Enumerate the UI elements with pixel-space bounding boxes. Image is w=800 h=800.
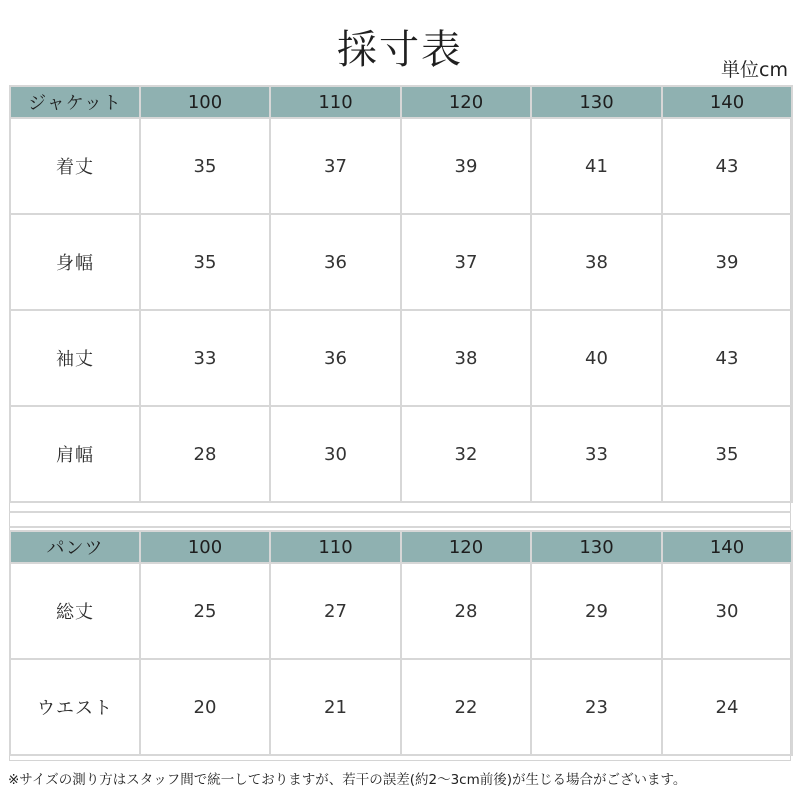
page-title: 採寸表 <box>337 27 463 73</box>
jacket-header-row <box>10 86 792 118</box>
table-cell: 39 <box>401 118 531 214</box>
table-cell: 43 <box>662 310 792 406</box>
table-cell: 37 <box>270 118 401 214</box>
jacket-size-table <box>9 85 793 503</box>
table-row <box>10 406 792 502</box>
footnote: ※サイズの測り方はスタッフ間で統一しておりますが、若干の誤差(約2～3cm前後)が生じる場合がございます。 <box>8 772 687 788</box>
row-label: 肩幅 <box>10 406 140 502</box>
row-label: 着丈 <box>10 118 140 214</box>
table-cell: 36 <box>270 310 401 406</box>
table-cell: 43 <box>662 118 792 214</box>
table-cell: 38 <box>401 310 531 406</box>
size-header-100: 100 <box>140 86 270 118</box>
table-cell: 28 <box>140 406 270 502</box>
size-header-120: 120 <box>401 86 531 118</box>
table-cell: 36 <box>270 214 401 310</box>
table-row <box>10 310 792 406</box>
row-label: 総丈 <box>10 563 140 659</box>
row-label: ウエスト <box>10 659 140 755</box>
table-cell: 39 <box>662 214 792 310</box>
size-header-140: 140 <box>662 86 792 118</box>
table-cell: 23 <box>531 659 662 755</box>
table-cell: 41 <box>531 118 662 214</box>
table-cell: 35 <box>140 214 270 310</box>
table-cell: 35 <box>662 406 792 502</box>
table-row <box>10 214 792 310</box>
table-cell: 27 <box>270 563 401 659</box>
table-cell: 24 <box>662 659 792 755</box>
size-header-130: 130 <box>531 86 662 118</box>
table-cell: 20 <box>140 659 270 755</box>
table-row <box>10 563 792 659</box>
table-cell: 29 <box>531 563 662 659</box>
size-header-110: 110 <box>270 531 401 563</box>
table-cell: 30 <box>270 406 401 502</box>
size-header-140: 140 <box>662 531 792 563</box>
pants-header-label: パンツ <box>10 531 140 563</box>
table-cell: 22 <box>401 659 531 755</box>
row-label: 袖丈 <box>10 310 140 406</box>
table-cell: 40 <box>531 310 662 406</box>
size-header-110: 110 <box>270 86 401 118</box>
pants-size-table <box>9 530 793 756</box>
pants-header-row <box>10 531 792 563</box>
table-cell: 25 <box>140 563 270 659</box>
table-cell: 30 <box>662 563 792 659</box>
table-cell: 32 <box>401 406 531 502</box>
unit-label: 単位cm <box>721 59 788 81</box>
size-header-100: 100 <box>140 531 270 563</box>
jacket-header-label: ジャケット <box>10 86 140 118</box>
table-cell: 37 <box>401 214 531 310</box>
table-row <box>10 659 792 755</box>
row-label: 身幅 <box>10 214 140 310</box>
table-cell: 33 <box>531 406 662 502</box>
size-header-120: 120 <box>401 531 531 563</box>
table-cell: 28 <box>401 563 531 659</box>
table-divider <box>9 511 791 528</box>
table-cell: 21 <box>270 659 401 755</box>
size-header-130: 130 <box>531 531 662 563</box>
table-cell: 35 <box>140 118 270 214</box>
table-row <box>10 118 792 214</box>
table-cell: 33 <box>140 310 270 406</box>
table-cell: 38 <box>531 214 662 310</box>
